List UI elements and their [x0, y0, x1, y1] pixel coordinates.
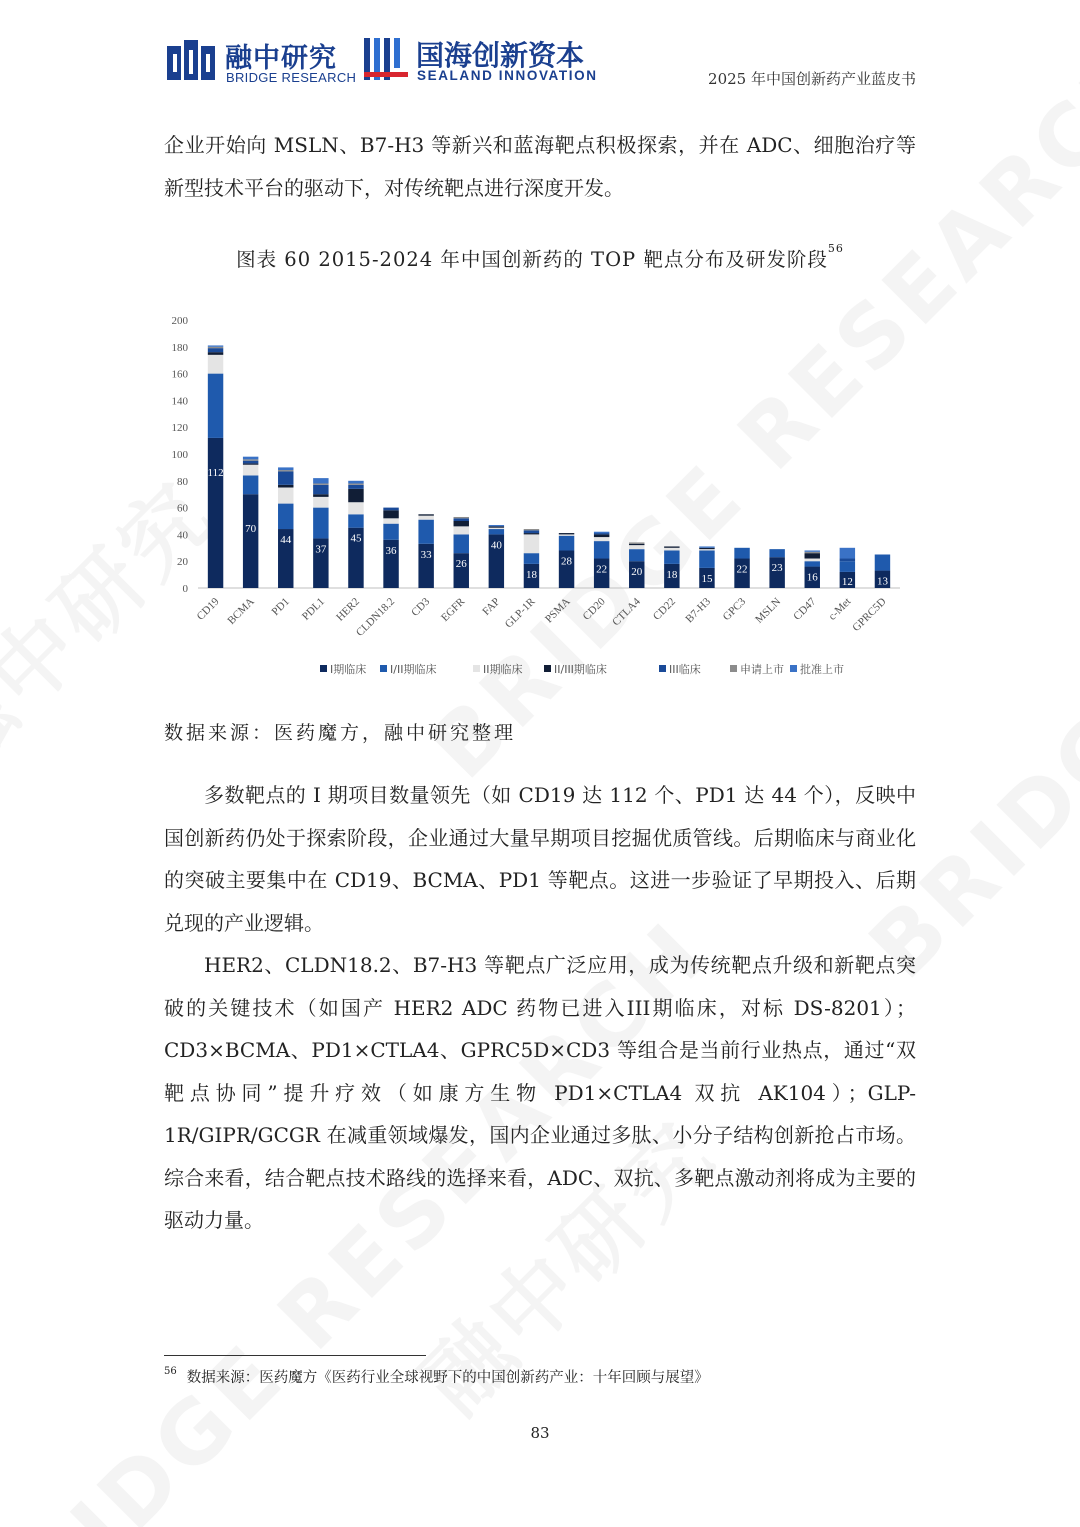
bridge-research-logo [165, 36, 355, 88]
bar-segment [594, 541, 609, 558]
bar-segment [559, 536, 574, 551]
bar-segment [208, 438, 223, 588]
legend-label: I期临床 [330, 663, 367, 676]
bar-segment [383, 518, 398, 523]
bar-segment [559, 533, 574, 534]
x-tick-label: MSLN [753, 595, 784, 626]
data-label: 23 [771, 562, 783, 575]
bar-segment [243, 475, 258, 494]
body-paragraph-1: 多数靶点的 I 期项目数量领先（如 CD19 达 112 个、PD1 达 44 个），反映中国创新药仍处于探索阶段，企业通过大量早期项目挖掘优质管线。后期临床与商业化的突破主要集中在 CD19、BCMA、PD1 等靶点。这进一步验证了早期投入、后期兑现的产业逻辑。 [164, 783, 916, 935]
bar-segment [278, 488, 293, 504]
bar-segment [699, 549, 714, 550]
bar-segment [840, 561, 855, 572]
bar-segment [243, 457, 258, 460]
footnote [164, 1366, 709, 1387]
bar-segment [454, 517, 469, 518]
data-label: 36 [385, 544, 397, 557]
bar-segment [840, 548, 855, 559]
bar-segment [489, 525, 504, 526]
data-label: 26 [455, 558, 467, 571]
bar-segment [348, 502, 363, 514]
bar-segment [383, 508, 398, 511]
bar-segment [383, 524, 398, 540]
page-header [0, 0, 1080, 100]
sealand-innovation-logo [360, 34, 620, 86]
x-tick-label: GPC3 [720, 595, 749, 624]
logo1-en-text: BRIDGE RESEARCH [226, 70, 357, 85]
bar-segment [243, 494, 258, 588]
y-tick-label: 160 [171, 368, 188, 381]
bar-segment [454, 526, 469, 534]
bar-segment [664, 546, 679, 547]
data-label: 15 [701, 572, 713, 585]
legend-swatch [730, 665, 737, 672]
body-paragraph-2: HER2、CLDN18.2、B7-H3 等靶点广泛应用，成为传统靶点升级和新靶点突破的关键技术（如国产 HER2 ADC 药物已进入III期临床，对标 DS-8201）；CD3×BCMA、PD1×CTLA4、GPRC5D×CD3 等组合是当前行业热点，通过“双靶点协同”提升疗效（如康方生物 PD1×CTLA4 双抗 AK104）；GLP-1R/GIPR/GCGR 在减重领域爆发，国内企业通过多肽、小分子结构创新抢占市场。综合来看，结合靶点技术路线的选择来看，ADC、双抗、多靶点激动剂将成为主要的驱动力量。 [164, 953, 916, 1232]
footnote-number: 56 [164, 1366, 177, 1377]
x-tick-label: FAP [480, 595, 503, 618]
bar-segment [699, 550, 714, 567]
bar-segment [805, 550, 820, 551]
bar-segment [594, 537, 609, 541]
x-tick-label: CD20 [580, 595, 608, 623]
bar-segment [278, 485, 293, 488]
bar-segment [383, 510, 398, 518]
bar-segment [208, 347, 223, 348]
data-label: 112 [207, 466, 224, 479]
y-tick-label: 120 [171, 422, 188, 435]
bar-segment [524, 529, 539, 530]
bar-segment [594, 533, 609, 534]
bar-segment [208, 345, 223, 346]
data-source: 数据来源：医药魔方，融中研究整理 [164, 722, 517, 744]
bar-segment [805, 561, 820, 566]
y-tick-label: 100 [171, 449, 188, 461]
data-label: 18 [525, 568, 537, 581]
bar-segment [489, 529, 504, 534]
page-number: 83 [530, 1424, 550, 1442]
legend-swatch [320, 665, 327, 672]
y-tick-label: 80 [177, 475, 188, 488]
data-label: 20 [631, 566, 643, 579]
bar-segment [734, 548, 749, 559]
bar-segment [524, 553, 539, 564]
footnote-text: 数据来源：医药魔方《医药行业全球视野下的中国创新药产业：十年回顾与展望》 [186, 1370, 709, 1386]
bar-segment [208, 352, 223, 355]
data-label: 28 [561, 555, 573, 568]
x-tick-label: CLDN18.2 [353, 595, 398, 639]
legend-label: II/III期临床 [554, 663, 607, 676]
x-tick-label: CD47 [791, 595, 819, 623]
x-tick-label: CD22 [650, 595, 678, 623]
data-label: 22 [596, 563, 608, 576]
bar-segment [278, 467, 293, 470]
y-tick-label: 140 [171, 395, 188, 408]
data-label: 13 [876, 575, 888, 588]
bar-segment [769, 549, 784, 557]
x-tick-label: B7-H3 [683, 595, 714, 626]
legend-label: 批准上市 [800, 663, 844, 676]
data-label: 18 [666, 568, 678, 581]
bar-segment [208, 355, 223, 374]
logo1-cn-text: 融中研究 [225, 43, 337, 74]
bar-segment [594, 534, 609, 537]
data-label: 40 [490, 539, 502, 552]
y-tick-label: 40 [177, 529, 188, 542]
bar-segment [348, 483, 363, 484]
data-label: 37 [315, 543, 327, 556]
data-label: 22 [736, 563, 748, 576]
bar-segment [348, 481, 363, 484]
x-tick-label: PDL1 [299, 595, 327, 623]
legend-swatch [473, 665, 480, 672]
y-tick-label: 0 [182, 583, 188, 595]
bar-segment [524, 533, 539, 534]
bar-segment [875, 555, 890, 571]
bar-segment [664, 548, 679, 551]
logo2-cn-text: 国海创新资本 [416, 39, 585, 72]
bar-segment [559, 534, 574, 535]
bar-segment [629, 545, 644, 549]
data-label: 16 [806, 571, 818, 584]
bar-segment [243, 459, 258, 460]
bar-segment [699, 546, 714, 547]
bar-segment [805, 559, 820, 562]
stacked-bar-chart [160, 305, 920, 700]
x-tick-label: GPRC5D [850, 595, 889, 634]
x-tick-label: c-Met [826, 595, 854, 623]
bar-segment [489, 528, 504, 529]
bar-segment [243, 463, 258, 464]
bar-segment [840, 559, 855, 562]
bar-segment [524, 530, 539, 533]
bar-segment [243, 465, 258, 476]
y-tick-label: 20 [177, 556, 188, 569]
x-tick-label: EGFR [438, 595, 468, 625]
footnote-divider [164, 1355, 426, 1356]
bar-segment [629, 544, 644, 545]
data-label: 45 [350, 532, 362, 545]
legend-label: I/II期临床 [390, 663, 437, 676]
x-tick-label: HER2 [334, 595, 363, 624]
bar-segment [664, 550, 679, 563]
x-tick-label: PD1 [269, 595, 292, 618]
report-title: 2025 年中国创新药产业蓝皮书 [708, 70, 916, 88]
legend-swatch [659, 665, 666, 672]
bar-segment [278, 471, 293, 484]
bar-segment [313, 478, 328, 483]
x-tick-label: CD3 [409, 595, 433, 619]
y-tick-label: 180 [171, 341, 188, 354]
bridge-research-logo-icon [165, 38, 217, 82]
bar-segment [278, 504, 293, 529]
data-label: 12 [841, 576, 853, 588]
x-tick-label: BCMA [225, 595, 257, 628]
bar-segment [348, 485, 363, 489]
x-tick-label: CTLA4 [610, 595, 643, 629]
bar-segment [278, 470, 293, 471]
data-label: 33 [420, 548, 432, 561]
bar-segment [418, 520, 433, 544]
x-tick-label: CD19 [194, 595, 222, 623]
legend-label: II期临床 [483, 663, 523, 676]
sealand-innovation-logo-icon [360, 36, 410, 82]
bar-segment [454, 518, 469, 521]
data-label: 70 [245, 523, 257, 536]
legend-swatch [790, 665, 797, 672]
bar-segment [454, 534, 469, 553]
intro-paragraph: 企业开始向 MSLN、B7-H3 等新兴和蓝海靶点积极探索，并在 ADC、细胞治疗等新型技术平台的驱动下，对传统靶点进行深度开发。 [164, 133, 916, 200]
bar-segment [629, 542, 644, 543]
bar-segment [208, 374, 223, 438]
figure-footnote-ref: 56 [827, 242, 844, 255]
bar-segment [594, 532, 609, 533]
legend-swatch [380, 665, 387, 672]
bar-segment [313, 494, 328, 497]
bar-segment [348, 514, 363, 527]
bar-segment [418, 514, 433, 515]
bar-segment [313, 483, 328, 484]
x-tick-label: PSMA [542, 595, 573, 626]
bar-segment [418, 516, 433, 520]
figure-title-text: 图表 60 2015-2024 年中国创新药的 TOP 靶点分布及研发阶段 [236, 248, 828, 271]
logo2-en-text: SEALAND INNOVATION [417, 68, 598, 83]
legend-swatch [544, 665, 551, 672]
data-label: 44 [280, 534, 292, 547]
x-tick-label: GLP-1R [502, 595, 538, 631]
bar-segment [208, 348, 223, 352]
bar-segment [313, 485, 328, 494]
bar-segment [489, 526, 504, 527]
bar-segment [243, 461, 258, 464]
bar-segment [524, 534, 539, 553]
figure-title [0, 244, 1080, 272]
y-tick-label: 200 [171, 315, 188, 327]
bar-segment [348, 489, 363, 502]
legend-label: 申请上市 [740, 663, 784, 676]
y-tick-label: 60 [177, 502, 188, 515]
bar-segment [805, 552, 820, 553]
bar-segment [805, 553, 820, 558]
bar-segment [629, 549, 644, 561]
bar-segment [454, 521, 469, 526]
legend-label: III临床 [669, 663, 701, 676]
bar-segment [313, 497, 328, 508]
bar-segment [699, 548, 714, 549]
bar-segment [313, 508, 328, 539]
